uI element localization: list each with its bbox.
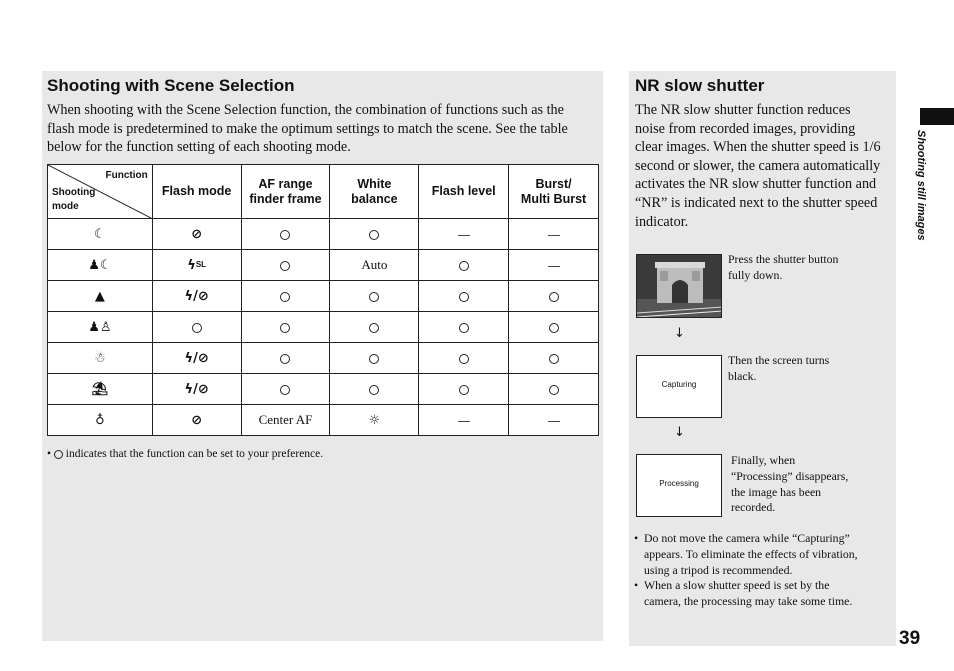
list-item: • When a slow shutter speed is set by the camera, the processing may take some time.	[634, 578, 853, 609]
selectable-circle	[459, 385, 469, 395]
not-available-dash	[548, 421, 560, 422]
table-row	[48, 250, 599, 281]
selectable-circle	[369, 354, 379, 364]
step2-caption: Then the screen turns black.	[728, 353, 830, 383]
col-flash-level: Flash level	[419, 165, 509, 219]
selectable-circle	[280, 323, 290, 333]
table-note: • indicates that the function can be set to your preference.	[47, 448, 324, 460]
candle-mode-icon: ♁	[48, 405, 153, 436]
arc-de-triomphe-photo	[636, 254, 722, 318]
page-number: 39	[899, 628, 921, 649]
capturing-screen: Capturing	[636, 355, 722, 418]
twilight-portrait-icon: ♟☾	[48, 250, 153, 281]
col-burst: Burst/ Multi Burst	[509, 165, 599, 219]
processing-screen: Processing	[636, 454, 722, 517]
selectable-circle	[459, 323, 469, 333]
not-available-dash	[548, 266, 560, 267]
step3-caption: Finally, when “Processing” disappears, the image has been recorded.	[731, 453, 849, 515]
not-available-dash	[548, 235, 560, 236]
arch-image	[637, 255, 722, 318]
not-available-dash	[458, 421, 470, 422]
bullet-icon: •	[634, 578, 639, 593]
flash-off-icon: ⊘	[152, 219, 241, 250]
twilight-mode-icon: ☾	[48, 219, 153, 250]
intro-paragraph: When shooting with the Scene Selection function, the combination of functions such as the flash mode is predetermined to make the optimum settings to match the scene. See the table below for the function setting of each shooting mode.	[47, 102, 568, 156]
selectable-circle	[459, 354, 469, 364]
col-white-balance: White balance	[330, 165, 419, 219]
selectable-circle	[369, 385, 379, 395]
selectable-circle	[54, 450, 63, 459]
selectable-circle	[549, 385, 559, 395]
flash-auto-off-icon: ϟ/⊘	[152, 343, 241, 374]
chapter-side-label: Shooting still images	[915, 130, 927, 241]
af-center: Center AF	[241, 405, 330, 436]
step1-caption: Press the shutter button fully down.	[728, 252, 839, 282]
table-header-row	[48, 165, 599, 219]
list-item: • Do not move the camera while “Capturing” appears. To eliminate the effects of vibration, using a tripod is recommended.	[634, 531, 858, 577]
selectable-circle	[459, 292, 469, 302]
flash-auto-off-icon: ϟ/⊘	[152, 281, 241, 312]
selectable-circle	[280, 354, 290, 364]
selectable-circle	[369, 292, 379, 302]
section-title-nr-slow-shutter: NR slow shutter	[635, 76, 765, 95]
col-flash-mode: Flash mode	[152, 165, 241, 219]
selectable-circle	[369, 323, 379, 333]
table-row	[48, 219, 599, 250]
beach-mode-icon: ⛱	[48, 374, 153, 405]
selectable-circle	[280, 385, 290, 395]
wb-auto: Auto	[330, 250, 419, 281]
function-table	[47, 164, 599, 436]
down-arrow-icon: ↓	[674, 425, 685, 440]
flash-auto-off-icon: ϟ/⊘	[152, 374, 241, 405]
table-row	[48, 405, 599, 436]
selectable-circle	[549, 292, 559, 302]
selectable-circle	[192, 323, 202, 333]
table-row	[48, 374, 599, 405]
corner-header: Function Shooting mode	[48, 165, 153, 219]
not-available-dash	[458, 235, 470, 236]
selectable-circle	[280, 261, 290, 271]
soft-snap-icon: ♟♙	[48, 312, 153, 343]
nr-paragraph: The NR slow shutter function reduces noise from recorded images, providing clear images. When the shutter speed is 1/6 second or slower, the camera automatically activates the NR slow shutter function and “NR” is indicated next to the shutter speed indicator.	[635, 102, 881, 230]
table-row	[48, 343, 599, 374]
selectable-circle	[369, 230, 379, 240]
bullet-list	[634, 531, 892, 610]
selectable-circle	[459, 261, 469, 271]
selectable-circle	[549, 323, 559, 333]
table-row	[48, 312, 599, 343]
bullet-icon: •	[47, 448, 52, 460]
landscape-mode-icon: ▲	[48, 281, 153, 312]
table-row	[48, 281, 599, 312]
down-arrow-icon: ↓	[674, 326, 685, 341]
section-title-scene-selection: Shooting with Scene Selection	[47, 76, 295, 95]
col-af-range: AF range finder frame	[241, 165, 330, 219]
snow-mode-icon: ☃	[48, 343, 153, 374]
selectable-circle	[549, 354, 559, 364]
bullet-icon: •	[634, 531, 639, 545]
selectable-circle	[280, 292, 290, 302]
flash-off-icon: ⊘	[152, 405, 241, 436]
selectable-circle	[280, 230, 290, 240]
daylight-wb-icon: ☼	[330, 405, 419, 436]
chapter-tab	[920, 108, 954, 125]
slow-sync-flash-icon: ϟSL	[152, 250, 241, 281]
